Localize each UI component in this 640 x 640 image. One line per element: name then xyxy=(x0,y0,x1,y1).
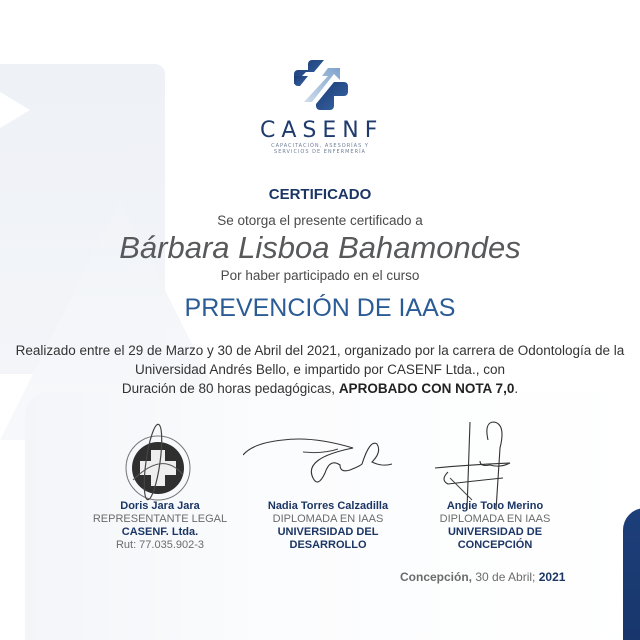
description-duration: Duración de 80 horas pedagógicas, xyxy=(121,381,339,396)
signer-role: DIPLOMADA EN IAAS xyxy=(439,513,551,525)
signer-organization-line-2: CONCEPCIÓN xyxy=(457,539,533,551)
signature-scribble-icon xyxy=(243,420,413,500)
description-line-3 xyxy=(0,379,640,398)
issue-city: Concepción, xyxy=(400,570,473,584)
signature-block-legal-rep xyxy=(75,420,245,552)
course-description xyxy=(0,341,640,398)
signer-name: Doris Jara Jara xyxy=(120,500,200,512)
signer-role: DIPLOMADA EN IAAS xyxy=(272,513,384,525)
company-seal xyxy=(75,420,245,500)
course-name: PREVENCIÓN DE IAAS xyxy=(184,294,456,322)
description-line-1: Realizado entre el 29 de Marzo y 30 de Abril del 2021, organizado por la carrera de Odontología de la xyxy=(15,343,625,358)
issue-date: 30 de Abril; xyxy=(472,570,539,584)
handwritten-signature xyxy=(243,420,413,500)
signature-block-nadia xyxy=(243,420,413,552)
handwritten-signature xyxy=(410,420,580,500)
company-seal-icon xyxy=(113,420,203,510)
signer-organization-line-2: DESARROLLO xyxy=(289,539,367,551)
logo-tagline-2: SERVICIOS DE ENFERMERÍA xyxy=(274,149,366,155)
signer-organization: CASENF. Ltda. xyxy=(121,526,199,538)
approval-grade: APROBADO CON NOTA 7,0 xyxy=(338,381,515,396)
signer-name: Nadia Torres Calzadilla xyxy=(267,500,389,512)
signature-block-angie xyxy=(410,420,580,552)
logo-wordmark: CASENF xyxy=(260,118,384,143)
corner-accent-blue xyxy=(623,508,640,640)
participation-text: Por haber participado en el curso xyxy=(220,268,420,283)
issue-year: 2021 xyxy=(538,570,566,584)
casenf-cross-arrow-icon xyxy=(290,58,350,114)
signer-rut: Rut: 77.035.902-3 xyxy=(115,539,205,551)
signer-name: Angie Toro Merino xyxy=(446,500,544,512)
logo-tagline-1: CAPACITACIÓN, ASESORÍAS Y xyxy=(271,143,369,149)
casenf-logo xyxy=(260,58,384,155)
signer-role: REPRESENTANTE LEGAL xyxy=(92,513,228,525)
description-line-2: Universidad Andrés Bello, e impartido por CASENF Ltda., con xyxy=(135,362,505,377)
description-period: . xyxy=(514,381,519,396)
certificate-title: CERTIFICADO xyxy=(268,186,372,203)
issue-place-date xyxy=(400,570,565,584)
grant-text: Se otorga el presente certificado a xyxy=(217,213,423,228)
recipient-name: Bárbara Lisboa Bahamondes xyxy=(119,230,521,265)
signer-organization-line-1: UNIVERSIDAD DE xyxy=(447,526,543,538)
signer-organization-line-1: UNIVERSIDAD DEL xyxy=(277,526,379,538)
signature-scribble-icon xyxy=(410,420,580,510)
